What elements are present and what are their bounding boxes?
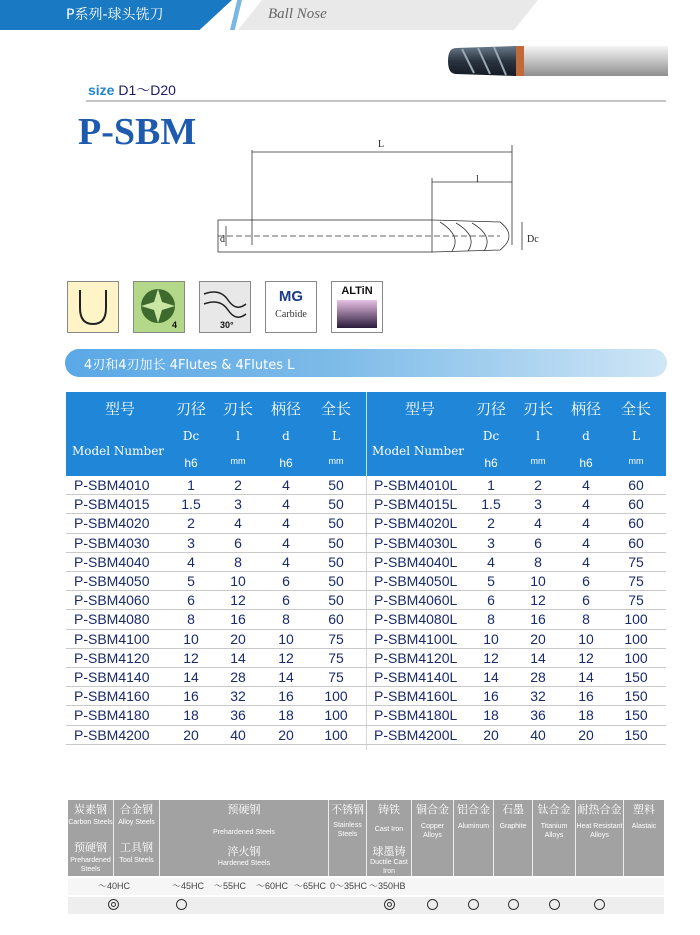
spec-cell: 14 xyxy=(483,669,499,685)
header-divider xyxy=(366,392,367,476)
spec-cell: 75 xyxy=(628,592,644,609)
model-number-cell: P-SBM4020L xyxy=(374,515,458,532)
spec-cell: 16 xyxy=(278,688,294,705)
model-number-cell: P-SBM4200 xyxy=(74,726,150,743)
header-en-4: L xyxy=(632,429,640,443)
header-en-2: l xyxy=(536,429,540,443)
spec-cell: 14 xyxy=(230,649,246,666)
header-cn-3: 柄径 xyxy=(570,400,601,418)
row-separator xyxy=(66,725,666,726)
spec-cell: 14 xyxy=(530,649,546,666)
aluminum-en: Aluminum xyxy=(457,823,490,830)
material-suitability-table xyxy=(68,800,664,914)
header-cn-4: 全长 xyxy=(620,400,651,418)
material-col-castiron xyxy=(367,800,412,876)
spec-cell: 3 xyxy=(234,496,242,513)
spec-cell: 16 xyxy=(530,611,546,628)
model-number-cell: P-SBM4160L xyxy=(374,688,458,705)
spec-cell: 5 xyxy=(487,573,495,589)
header-cn-0: 型号 xyxy=(104,400,135,418)
suitability-titanium-good xyxy=(549,899,560,910)
model-number-cell: P-SBM4100 xyxy=(74,630,150,647)
row-separator xyxy=(66,552,666,553)
banner-stripe xyxy=(230,0,242,30)
model-number-cell: P-SBM4010 xyxy=(74,477,150,493)
spec-cell: 16 xyxy=(578,688,594,705)
header-cn-1: 刃径 xyxy=(175,400,206,418)
row-separator xyxy=(66,667,666,668)
hardness-55: ～55HC xyxy=(214,881,247,891)
spec-cell: 4 xyxy=(582,515,590,532)
stainless-en: Stainless Steels xyxy=(333,822,362,838)
model-number-cell: P-SBM4180L xyxy=(374,707,458,724)
spec-cell: 18 xyxy=(483,707,499,724)
spec-cell: 36 xyxy=(530,707,546,724)
ball-nose-icon xyxy=(67,281,119,333)
spec-cell: 4 xyxy=(582,553,590,570)
model-number-cell: P-SBM4015 xyxy=(74,496,150,513)
header-en-1: Dc xyxy=(182,429,200,443)
header-sub-2: h6 xyxy=(579,456,593,470)
header-sub-1: mm xyxy=(530,456,546,466)
altin-coating-icon xyxy=(331,281,383,333)
hardness-stainless: 0～35HC xyxy=(330,881,368,891)
spec-cell: 40 xyxy=(230,726,246,743)
header-en-0: Model Number xyxy=(71,444,165,458)
model-number-cell: P-SBM4080 xyxy=(74,611,150,628)
graphite-en: Graphite xyxy=(499,823,527,830)
spec-cell: 50 xyxy=(328,534,344,551)
spec-cell: 150 xyxy=(624,707,648,724)
material-col-stainless xyxy=(329,800,367,876)
row-separator xyxy=(66,648,666,649)
spec-cell: 28 xyxy=(530,669,546,685)
suitability-carbon-excellent xyxy=(108,899,119,910)
spec-cell: 8 xyxy=(187,611,195,628)
spec-cell: 12 xyxy=(530,592,546,609)
spec-cell: 10 xyxy=(578,630,594,647)
spec-cell: 100 xyxy=(624,611,648,628)
spec-cell: 6 xyxy=(282,592,290,609)
mg-label: MG xyxy=(278,288,304,305)
size-divider xyxy=(86,100,666,102)
spec-cell: 150 xyxy=(624,688,648,705)
spec-cell: 100 xyxy=(324,726,348,743)
carbon-cn: 炭素钢 xyxy=(74,803,107,816)
spec-cell: 8 xyxy=(582,611,590,628)
spec-cell: 100 xyxy=(324,707,348,724)
size-range-label xyxy=(88,80,176,100)
spec-cell: 50 xyxy=(328,553,344,570)
stainless-cn: 不锈钢 xyxy=(331,803,364,816)
model-number-cell: P-SBM4050L xyxy=(374,573,458,589)
tool-dimension-drawing xyxy=(200,130,560,270)
spec-cell: 1.5 xyxy=(481,496,501,513)
suitability-graphite-good xyxy=(508,899,519,910)
graphite-cn: 石墨 xyxy=(502,803,524,816)
alloy-cn: 合金钢 xyxy=(120,803,153,816)
model-number-cell: P-SBM4060L xyxy=(374,592,458,609)
spec-cell: 75 xyxy=(328,669,344,685)
tool-cn: 工具钢 xyxy=(120,841,153,854)
spec-cell: 4 xyxy=(582,477,590,493)
model-number-cell: P-SBM4050 xyxy=(74,573,150,589)
header-sub-0: h6 xyxy=(484,456,498,470)
spec-cell: 20 xyxy=(183,726,199,743)
spec-cell: 75 xyxy=(628,553,644,570)
spec-cell: 4 xyxy=(582,534,590,551)
spec-cell: 6 xyxy=(282,573,290,589)
header-sub-1: mm xyxy=(230,456,246,466)
spec-cell: 4 xyxy=(582,496,590,513)
suitability-heat-good xyxy=(594,899,605,910)
spec-cell: 1 xyxy=(187,477,195,493)
spec-cell: 4 xyxy=(282,515,290,532)
spec-cell: 5 xyxy=(187,573,195,589)
size-word: size xyxy=(88,82,115,98)
spec-cell: 4 xyxy=(234,515,242,532)
dim-label-l: l xyxy=(476,174,479,185)
model-number-cell: P-SBM4160 xyxy=(74,688,150,705)
material-col-carbon xyxy=(68,800,114,876)
spec-cell: 60 xyxy=(328,611,344,628)
row-separator xyxy=(66,571,666,572)
spec-cell: 18 xyxy=(183,707,199,724)
spec-cell: 4 xyxy=(282,496,290,513)
castiron-cn: 铸铁 xyxy=(378,803,400,816)
spec-cell: 14 xyxy=(278,669,294,685)
spec-cell: 75 xyxy=(628,573,644,589)
header-cn-3: 柄径 xyxy=(270,400,301,418)
section-header xyxy=(65,349,667,377)
row-separator xyxy=(66,533,666,534)
model-number-cell: P-SBM4100L xyxy=(374,630,458,647)
row-separator xyxy=(66,590,666,591)
hardness-45: ～45HC xyxy=(172,881,205,891)
header-sub-3: mm xyxy=(628,456,644,466)
carbide-grade-icon xyxy=(265,281,317,333)
hardness-65: ～65HC xyxy=(294,881,327,891)
spec-cell: 2 xyxy=(487,515,495,532)
hardness-60: ～60HC xyxy=(256,881,289,891)
prehard-small-cn: 预硬钢 xyxy=(74,841,107,854)
tool-en: Tool Steels xyxy=(119,857,154,864)
spec-cell: 100 xyxy=(624,649,648,666)
spec-cell: 3 xyxy=(187,534,195,551)
header-en-3: d xyxy=(282,429,290,443)
size-range: D1～D20 xyxy=(118,82,176,98)
spec-cell: 18 xyxy=(578,707,594,724)
spec-cell: 4 xyxy=(534,515,542,532)
header-cn-1: 刃径 xyxy=(475,400,506,418)
spec-cell: 32 xyxy=(530,688,546,705)
hardness-castiron: ～350HB xyxy=(369,881,406,891)
model-number-cell: P-SBM4040 xyxy=(74,553,150,570)
plastic-cn: 塑料 xyxy=(633,803,655,816)
spec-cell: 50 xyxy=(328,573,344,589)
header-cn-0: 型号 xyxy=(404,400,435,418)
model-number-cell: P-SBM4040L xyxy=(374,553,458,570)
suitability-row xyxy=(68,897,664,914)
alloy-en: Alloy Steels xyxy=(118,819,155,826)
row-separator xyxy=(66,513,666,514)
row-separator xyxy=(66,609,666,610)
hardness-carbon: ～40HC xyxy=(98,881,131,891)
dim-label-L: L xyxy=(378,139,385,150)
spec-cell: 150 xyxy=(624,669,648,685)
spec-cell: 10 xyxy=(278,630,294,647)
spec-cell: 14 xyxy=(578,669,594,685)
spec-cell: 6 xyxy=(234,534,242,551)
spec-cell: 12 xyxy=(183,649,199,666)
row-separator xyxy=(66,629,666,630)
titanium-en: Titanium Alloys xyxy=(540,823,568,839)
spec-cell: 32 xyxy=(230,688,246,705)
material-col-heat xyxy=(576,800,624,876)
header-en-0: Model Number xyxy=(371,444,465,458)
spec-cell: 60 xyxy=(628,534,644,551)
spec-cell: 18 xyxy=(278,707,294,724)
coating-swatch xyxy=(337,300,377,328)
dim-label-d: d xyxy=(220,234,225,245)
material-col-aluminum xyxy=(454,800,494,876)
altin-label: ALTiN xyxy=(341,285,373,297)
plastic-en: Alastaic xyxy=(631,823,657,830)
prehard-small-en: Prehardened Steels xyxy=(70,857,111,873)
header-sub-3: mm xyxy=(328,456,344,466)
model-number-cell: P-SBM4015L xyxy=(374,496,458,513)
spec-cell: 150 xyxy=(624,726,648,743)
spec-cell: 4 xyxy=(282,477,290,493)
section-label: 4刃和4刃加长 4Flutes & 4Flutes L xyxy=(84,358,295,373)
titanium-cn: 钛合金 xyxy=(537,803,571,816)
header-en-2: l xyxy=(236,429,240,443)
ductile-en: Ductile Cast Iron xyxy=(370,859,408,875)
spec-cell: 50 xyxy=(328,496,344,513)
spec-cell: 4 xyxy=(187,553,195,570)
spec-cell: 2 xyxy=(187,515,195,532)
copper-en: Copper Alloys xyxy=(421,823,444,839)
model-number-cell: P-SBM4140 xyxy=(74,669,150,685)
spec-cell: 60 xyxy=(628,515,644,532)
spec-cell: 8 xyxy=(487,611,495,628)
spec-cell: 6 xyxy=(187,592,195,609)
spec-cell: 10 xyxy=(530,573,546,589)
dim-label-Dc: Dc xyxy=(527,234,539,245)
material-col-graphite xyxy=(494,800,533,876)
spec-cell: 50 xyxy=(328,515,344,532)
row-separator xyxy=(66,686,666,687)
spec-cell: 20 xyxy=(483,726,499,743)
four-flute-icon xyxy=(133,281,185,333)
spec-cell: 12 xyxy=(230,592,246,609)
spec-cell: 12 xyxy=(278,649,294,666)
hardened-en: Hardened Steels xyxy=(217,860,271,867)
header-en-1: Dc xyxy=(482,429,500,443)
spec-cell: 12 xyxy=(578,649,594,666)
flute-count: 4 xyxy=(172,320,178,330)
model-number-cell: P-SBM4010L xyxy=(374,477,458,493)
spec-cell: 2 xyxy=(234,477,242,493)
spec-cell: 50 xyxy=(328,592,344,609)
model-number-cell: P-SBM4180 xyxy=(74,707,150,724)
spec-cell: 20 xyxy=(278,726,294,743)
copper-cn: 铜合金 xyxy=(416,803,449,816)
spec-cell: 16 xyxy=(483,688,499,705)
spec-cell: 36 xyxy=(230,707,246,724)
material-col-prehardened xyxy=(160,800,329,876)
model-number-cell: P-SBM4060 xyxy=(74,592,150,609)
spec-cell: 14 xyxy=(183,669,199,685)
spec-cell: 60 xyxy=(628,477,644,493)
helix-angle-label: 30° xyxy=(220,320,234,330)
spec-cell: 20 xyxy=(530,630,546,647)
spec-cell: 6 xyxy=(487,592,495,609)
header-cn-2: 刃长 xyxy=(222,400,253,418)
carbon-en: Carbon Steels xyxy=(68,819,113,826)
spec-cell: 6 xyxy=(582,573,590,589)
spec-cell: 8 xyxy=(234,553,242,570)
spec-cell: 12 xyxy=(483,649,499,666)
model-number-cell: P-SBM4030L xyxy=(374,534,458,551)
aluminum-cn: 铝合金 xyxy=(457,803,490,816)
spec-cell: 10 xyxy=(483,630,499,647)
suitability-45hc-good xyxy=(176,899,187,910)
product-title: P-SBM xyxy=(78,111,197,153)
header-cn-2: 刃长 xyxy=(522,400,553,418)
model-number-cell: P-SBM4140L xyxy=(374,669,458,685)
ductile-cn: 球墨铸 xyxy=(372,845,406,858)
castiron-en: Cast Iron xyxy=(374,826,404,833)
spec-cell: 100 xyxy=(324,688,348,705)
suitability-copper-good xyxy=(427,899,438,910)
header-en-4: L xyxy=(332,429,340,443)
row-separator xyxy=(66,705,666,706)
spec-cell: 16 xyxy=(230,611,246,628)
spec-cell: 4 xyxy=(487,553,495,570)
hardened-cn: 淬火钢 xyxy=(227,845,261,858)
spec-cell: 6 xyxy=(534,534,542,551)
helix-angle-icon xyxy=(199,281,251,333)
spec-cell: 8 xyxy=(534,553,542,570)
material-col-copper xyxy=(412,800,454,876)
spec-cell: 50 xyxy=(328,477,344,493)
spec-cell: 28 xyxy=(230,669,246,685)
spec-cell: 20 xyxy=(230,630,246,647)
spec-cell: 3 xyxy=(487,534,495,551)
spec-cell: 75 xyxy=(328,649,344,666)
row-separator xyxy=(66,744,666,745)
spec-cell: 3 xyxy=(534,496,542,513)
spec-cell: 2 xyxy=(534,477,542,493)
banner-subtitle: Ball Nose xyxy=(268,6,327,22)
end-mill-photo xyxy=(444,40,668,82)
model-number-cell: P-SBM4120L xyxy=(374,649,458,666)
header-en-3: d xyxy=(582,429,590,443)
spec-cell: 1.5 xyxy=(181,496,201,513)
spec-cell: 60 xyxy=(628,496,644,513)
heat-en: Heat Resistant Alloys xyxy=(576,823,623,839)
model-number-cell: P-SBM4120 xyxy=(74,649,150,666)
spec-cell: 40 xyxy=(530,726,546,743)
model-number-cell: P-SBM4030 xyxy=(74,534,150,551)
spec-cell: 8 xyxy=(282,611,290,628)
model-number-cell: P-SBM4020 xyxy=(74,515,150,532)
spec-cell: 4 xyxy=(282,534,290,551)
carbide-label: Carbide xyxy=(275,309,307,320)
spec-cell: 20 xyxy=(578,726,594,743)
prehard-en: Prehardened Steels xyxy=(213,829,275,836)
spec-cell: 1 xyxy=(487,477,495,493)
spec-cell: 10 xyxy=(183,630,199,647)
material-col-titanium xyxy=(533,800,576,876)
spec-cell: 75 xyxy=(328,630,344,647)
spec-cell: 6 xyxy=(582,592,590,609)
prehard-cn: 预硬钢 xyxy=(227,803,261,816)
header-sub-2: h6 xyxy=(279,456,293,470)
header-cn-4: 全长 xyxy=(320,400,351,418)
heat-cn: 耐热合金 xyxy=(577,803,622,816)
header-banner xyxy=(0,0,700,32)
spec-cell: 10 xyxy=(230,573,246,589)
model-number-cell: P-SBM4200L xyxy=(374,726,458,743)
material-col-plastic xyxy=(624,800,664,876)
banner-title: P系列-球头铣刀 xyxy=(66,7,164,23)
suitability-aluminum-good xyxy=(468,899,479,910)
suitability-castiron-excellent xyxy=(384,899,395,910)
row-separator xyxy=(66,494,666,495)
header-sub-0: h6 xyxy=(184,456,198,470)
material-col-alloy xyxy=(114,800,160,876)
model-number-cell: P-SBM4080L xyxy=(374,611,458,628)
spec-cell: 16 xyxy=(183,688,199,705)
spec-cell: 100 xyxy=(624,630,648,647)
spec-cell: 4 xyxy=(282,553,290,570)
table-middle-divider xyxy=(366,476,367,750)
